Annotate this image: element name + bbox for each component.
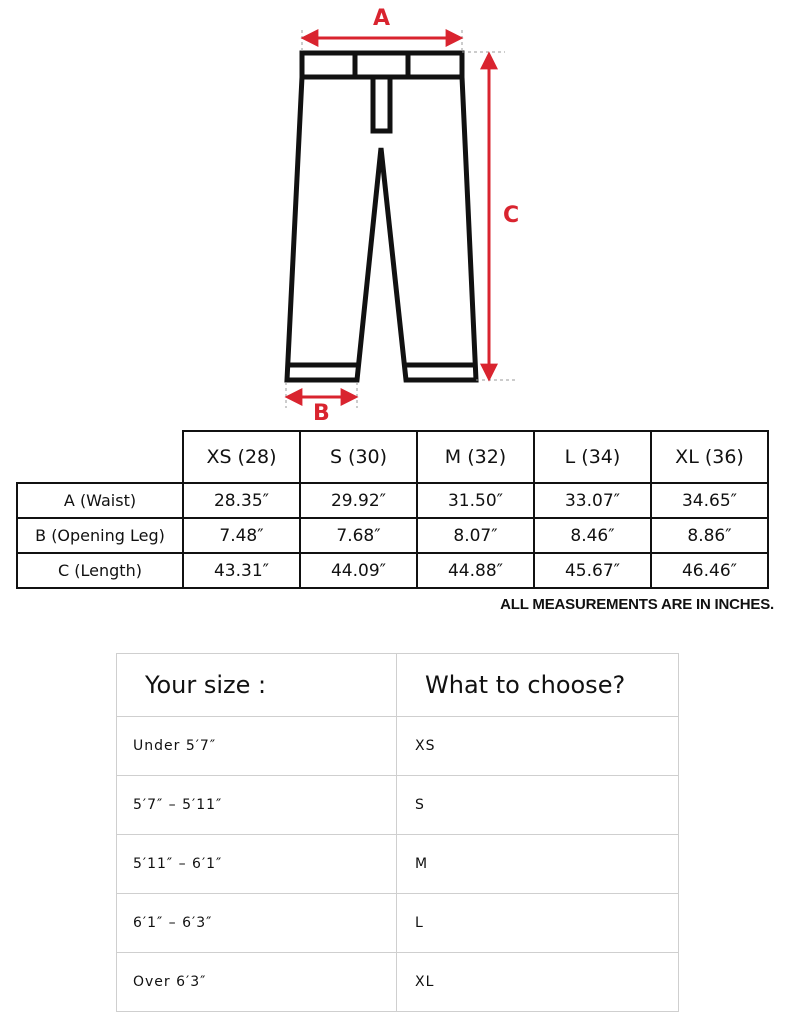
measurement-cell: 7.68″ [300, 518, 417, 553]
size-guide-table [116, 653, 679, 1012]
corner-cell [17, 431, 183, 483]
measurement-row-opening-leg [17, 518, 768, 553]
pants-diagram [0, 0, 800, 430]
size-guide-row [117, 835, 679, 894]
your-size-header: Your size : [117, 654, 397, 717]
measurement-cell: 29.92″ [300, 483, 417, 518]
dimension-c-label: C [503, 203, 520, 228]
dimension-b-label: B [313, 401, 330, 426]
size-header: M (32) [417, 431, 534, 483]
size-header: L (34) [534, 431, 651, 483]
fly [373, 77, 390, 131]
measurement-cell: 8.46″ [534, 518, 651, 553]
recommended-size: S [397, 776, 679, 835]
recommended-size: L [397, 894, 679, 953]
row-label: A (Waist) [17, 483, 183, 518]
measurement-cell: 31.50″ [417, 483, 534, 518]
measurement-cell: 28.35″ [183, 483, 300, 518]
size-header: XS (28) [183, 431, 300, 483]
measurement-cell: 8.86″ [651, 518, 768, 553]
recommended-size: XL [397, 953, 679, 1012]
measurement-row-waist [17, 483, 768, 518]
dimension-a-label: A [373, 6, 391, 31]
height-range: 5′11″ – 6′1″ [117, 835, 397, 894]
measurement-cell: 44.88″ [417, 553, 534, 588]
row-label: B (Opening Leg) [17, 518, 183, 553]
measurement-cell: 44.09″ [300, 553, 417, 588]
measurement-cell: 7.48″ [183, 518, 300, 553]
size-guide-header-row [117, 654, 679, 717]
pants-outline [287, 77, 476, 380]
measurement-cell: 45.67″ [534, 553, 651, 588]
size-guide-row [117, 953, 679, 1012]
measurement-table [16, 430, 769, 589]
row-label: C (Length) [17, 553, 183, 588]
size-header: XL (36) [651, 431, 768, 483]
height-range: Over 6′3″ [117, 953, 397, 1012]
pants-illustration [0, 0, 800, 430]
measurement-cell: 33.07″ [534, 483, 651, 518]
measurement-row-length [17, 553, 768, 588]
height-range: 6′1″ – 6′3″ [117, 894, 397, 953]
units-note: ALL MEASUREMENTS ARE IN INCHES. [500, 596, 774, 613]
height-range: 5′7″ – 5′11″ [117, 776, 397, 835]
what-to-choose-header: What to choose? [397, 654, 679, 717]
recommended-size: XS [397, 717, 679, 776]
size-header: S (30) [300, 431, 417, 483]
size-guide-row [117, 717, 679, 776]
size-guide-row [117, 894, 679, 953]
measurement-header-row [17, 431, 768, 483]
height-range: Under 5′7″ [117, 717, 397, 776]
measurement-cell: 34.65″ [651, 483, 768, 518]
waistband [302, 53, 462, 77]
recommended-size: M [397, 835, 679, 894]
measurement-cell: 46.46″ [651, 553, 768, 588]
measurement-cell: 43.31″ [183, 553, 300, 588]
measurement-cell: 8.07″ [417, 518, 534, 553]
size-guide-row [117, 776, 679, 835]
